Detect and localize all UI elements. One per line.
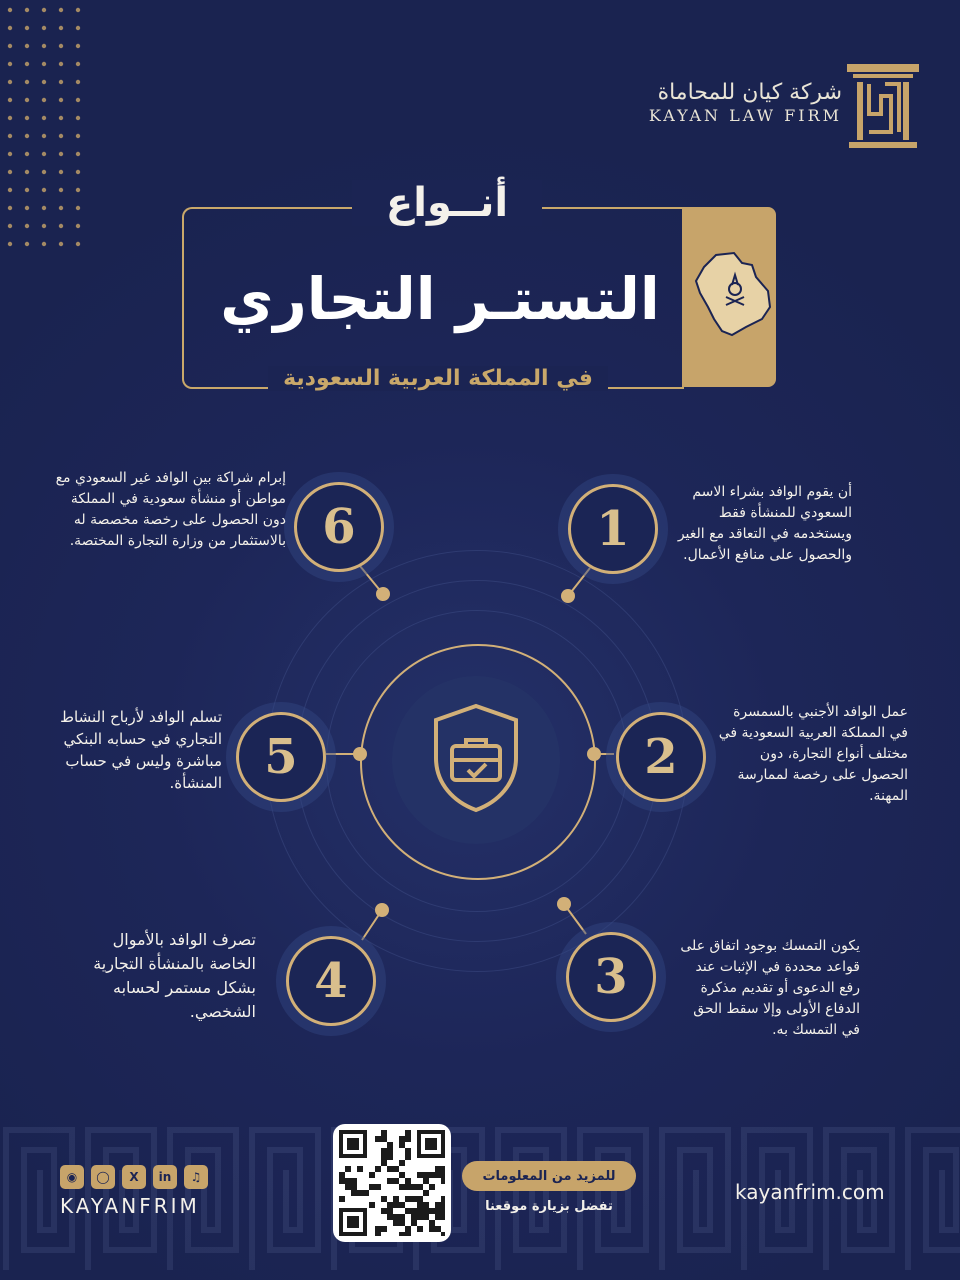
type-2-number: 2: [616, 712, 706, 802]
connector-dot: [376, 587, 390, 601]
type-6-text: إبرام شراكة بين الوافد غير السعودي مع مواطن أو منشأة سعودية في المملكة دون الحصول على رخصة مخصصة له بالاستثمار من وزارة التجارة المختصة.: [55, 470, 286, 549]
instagram-icon[interactable]: ◯: [91, 1165, 115, 1189]
brand-name-en: KAYAN LAW FIRM: [648, 106, 842, 125]
x-icon[interactable]: X: [122, 1165, 146, 1189]
qr-code-icon[interactable]: [333, 1124, 451, 1242]
cta-subtext: تفضل بزيارة موقعنا: [485, 1199, 613, 1214]
type-3-text: يكون التمسك بوجود اتفاق على قواعد محددة في الإثبات عند رفع الدعوى أو تقديم مذكرة الدفاع الأولى وإلا سقط الحق في التمسك به.: [680, 938, 860, 1038]
cta-pill[interactable]: للمزيد من المعلومات: [462, 1161, 636, 1191]
brand-name-ar: شركة كيان للمحاماة: [657, 80, 842, 105]
type-1-text: أن يقوم الوافد بشراء الاسم السعودي للمنشأة فقط ويستخدمه في التعاقد مع الغير والحصول على منافع الأعمال.: [677, 484, 852, 563]
shield-briefcase-icon: [392, 676, 560, 844]
tiktok-icon[interactable]: ♫: [184, 1165, 208, 1189]
linkedin-icon[interactable]: in: [153, 1165, 177, 1189]
type-4-number: 4: [286, 936, 376, 1026]
connector-dot: [375, 903, 389, 917]
type-4-text: تصرف الوافد بالأموال الخاصة بالمنشأة التجارية بشكل مستمر لحسابه الشخصي.: [93, 930, 256, 1021]
social-icons: [60, 1165, 208, 1189]
connector-dot: [561, 589, 575, 603]
type-5-text: تسلم الوافد لأرباح النشاط التجاري في حسابه البنكي مباشرة وليس في حساب المنشأة.: [60, 708, 222, 792]
snapchat-icon[interactable]: ◉: [60, 1165, 84, 1189]
type-3-number: 3: [566, 932, 656, 1022]
center-core: [392, 676, 560, 844]
website-link[interactable]: kayanfrim.com: [735, 1180, 885, 1204]
title-top: أنــواع: [352, 180, 542, 226]
page-title: التستـر التجاري: [220, 265, 660, 333]
type-2-text: عمل الوافد الأجنبي بالسمسرة في المملكة العربية السعودية في مختلف أنواع التجارة، دون الحصول على رخصة لممارسة المهنة.: [718, 704, 908, 804]
type-1-number: 1: [568, 484, 658, 574]
title-subtitle: في المملكة العربية السعودية: [268, 366, 608, 391]
type-5-number: 5: [236, 712, 326, 802]
connector-dot: [557, 897, 571, 911]
type-6-number: 6: [294, 482, 384, 572]
social-handle: KAYANFRIM: [60, 1194, 200, 1218]
